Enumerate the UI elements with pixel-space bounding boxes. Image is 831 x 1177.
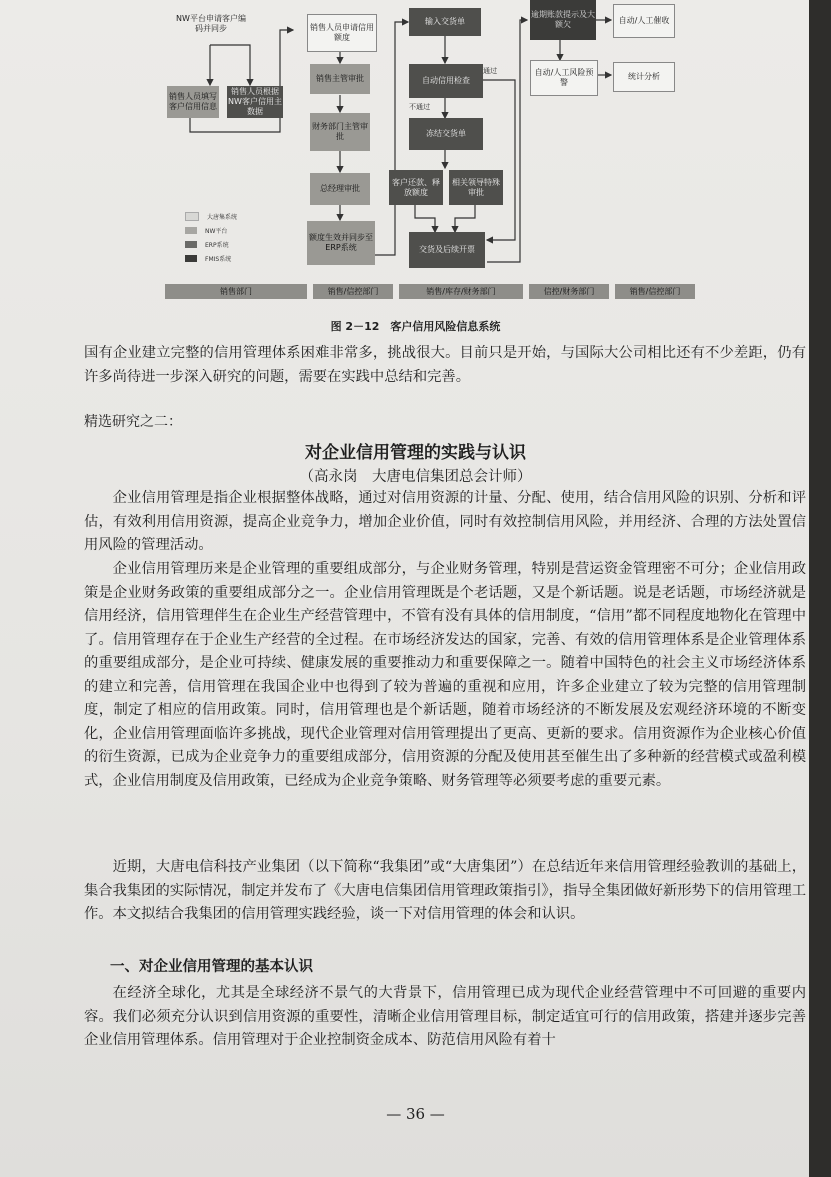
risk-warning-label: 自动/人工风险预警 [534,68,594,87]
legend-label: NW平台 [205,228,228,235]
limit-sync-label: 额度生效并同步至ERP系统 [309,233,373,252]
nw-sync-label: NW平台申请客户编码并同步 [176,14,246,33]
gm-label: 总经理审批 [320,184,360,193]
dept-sales-credit: 销售/信控部门 [313,284,393,299]
legend-swatch [185,227,197,234]
nw-sync-box [175,2,247,46]
freeze-label: 冻结交货单 [426,129,466,138]
auto-check-label: 自动信用检查 [422,76,470,85]
legend-label: 大唐集系统 [207,214,238,221]
legend-item-3 [185,240,229,249]
collection-warning-label: 逾期账款提示及大额欠 [531,10,595,29]
sales-fill-info-box [167,86,219,118]
legend-label: FMIS系统 [205,256,232,263]
page-edge-shadow [809,0,831,1177]
legend-item-2 [185,226,227,235]
paragraph-3: 近期，大唐电信科技产业集团（以下简称“我集团”或“大唐集团”）在总结近年来信用管理经验教训的基础上，集合我集团的实际情况，制定并发布了《大唐电信集团信用管理政策指引》，指导全集团做好新形势下的信用管理工作。本文拟结合我集团的信用管理实践经验，谈一下对信用管理的体会和认识。 [84,859,806,922]
sales-apply-label: 销售人员申请信用额度 [310,23,374,42]
finance-head-label: 财务部门主管审批 [312,122,368,141]
dept-sales-stock-finance: 销售/库存/财务部门 [399,284,523,299]
section-heading: 一、对企业信用管理的基本认识 [110,959,313,975]
legend-item-4 [185,254,231,263]
sales-apply-box [307,14,377,52]
statistics-box [613,62,675,92]
input-order-label: 输入交货单 [425,17,465,26]
figure-caption: 图 2－12 客户信用风险信息系统 [330,320,501,333]
customer-pay-label: 客户还款、释放额度 [392,177,440,197]
page-number: — 36 — [386,1105,445,1123]
delivery-box [409,232,485,268]
delivery-label: 交货及后续开票 [419,245,475,254]
dept-sales-credit-2: 销售/信控部门 [615,284,695,299]
paragraph-1: 企业信用管理是指企业根据整体战略，通过对信用资源的计量、分配、使用，结合信用风险的识别、分析和评估，有效利用信用资源，提高企业竞争力，增加企业价值，同时有效控制信用风险，并用经济、合理的方法处置信用风险的管理活动。 [84,490,806,553]
sales-manager-label: 销售主管审批 [316,74,364,83]
credit-risk-flowchart [165,0,705,305]
sales-report-box [227,86,283,118]
legend-item-1 [185,212,237,221]
gm-box [310,173,370,205]
customer-pay-box [389,170,443,205]
article-title: 对企业信用管理的实践与认识 [305,443,526,463]
auto-check-box [409,64,483,98]
paragraph-2: 企业信用管理历来是企业管理的重要组成部分，与企业财务管理，特别是营运资金管理密不可分；企业信用政策是企业财务政策的重要组成部分之一。企业信用管理既是个老话题，又是个新话题。说是老话题，市场经济就是信用经济，信用管理伴生在企业生产经营管理中，不管有没有具体的信用制度，“信用”都不同程度地物化在管理中了。信用管理存在于企业生产经营的全过程。在市场经济发达的国家，完善、有效的信用管理体系是企业管理体系的重要组成部分，是企业可持续、健康发展的重要推动力和重要保障之一。随着中国特色的社会主义市场经济体系的建立和完善，信用管理在我国企业中也得到了较为普遍的重视和应用，许多企业建立了较为完整的信用管理制度，制定了相应的信用政策。同时，信用管理也是个新话题，随着市场经济的不断发展及宏观经济环境的不断变化，企业信用管理面临许多挑战，现代企业管理对信用管理提出了更高、更新的要求。信用资源作为企业核心价值的衍生资源，已成为企业竞争力的重要组成部分，信用资源的分配及使用甚至催生出了多种新的经营模式或盈利模式，企业信用制度及信用政策，已经成为企业竞争策略、财务管理等必须要考虑的重要元素。 [84,561,806,789]
finance-head-box [310,113,370,151]
freeze-box [409,118,483,150]
sales-report-label: 销售人员根据NW客户信用主数据 [228,87,282,116]
article-author: （高永岗 大唐电信集团总会计师） [299,469,532,485]
section-label: 精选研究之二： [84,414,182,430]
paragraph-4: 在经济全球化，尤其是全球经济不景气的大背景下，信用管理已成为现代企业经营管理中不可回避的重要内容。我们必须充分认识到信用资源的重要性，清晰企业信用管理目标，制定适宜可行的信用政策，搭建并逐步完善企业信用管理体系。信用管理对于企业控制资金成本、防范信用风险有着十 [84,985,806,1048]
statistics-label: 统计分析 [628,72,660,81]
fail-label: 不通过 [409,103,430,111]
legend-swatch [185,255,197,262]
auto-dunning-box [613,4,675,38]
paragraph-0: 国有企业建立完整的信用管理体系困难非常多，挑战很大。目前只是开始，与国际大公司相比还有不少差距，仍有许多尚待进一步深入研究的问题，需要在实践中总结和完善。 [84,345,806,385]
risk-warning-box [530,60,598,96]
input-order-box [409,8,481,36]
limit-sync-box [307,221,375,265]
leader-approve-box [449,170,503,205]
sales-manager-box [310,64,370,94]
leader-approve-label: 相关领导特殊审批 [452,177,500,197]
dept-sales: 销售部门 [165,284,307,299]
auto-dunning-label: 自动/人工催收 [618,16,670,25]
legend-swatch [185,241,197,248]
legend-label: ERP系统 [205,242,229,249]
pass-label: 通过 [483,67,497,75]
collection-warning-box [530,0,596,40]
sales-fill-info-label: 销售人员填写客户信用信息 [169,92,217,111]
legend-swatch [185,212,199,221]
dept-credit-finance: 信控/财务部门 [529,284,609,299]
